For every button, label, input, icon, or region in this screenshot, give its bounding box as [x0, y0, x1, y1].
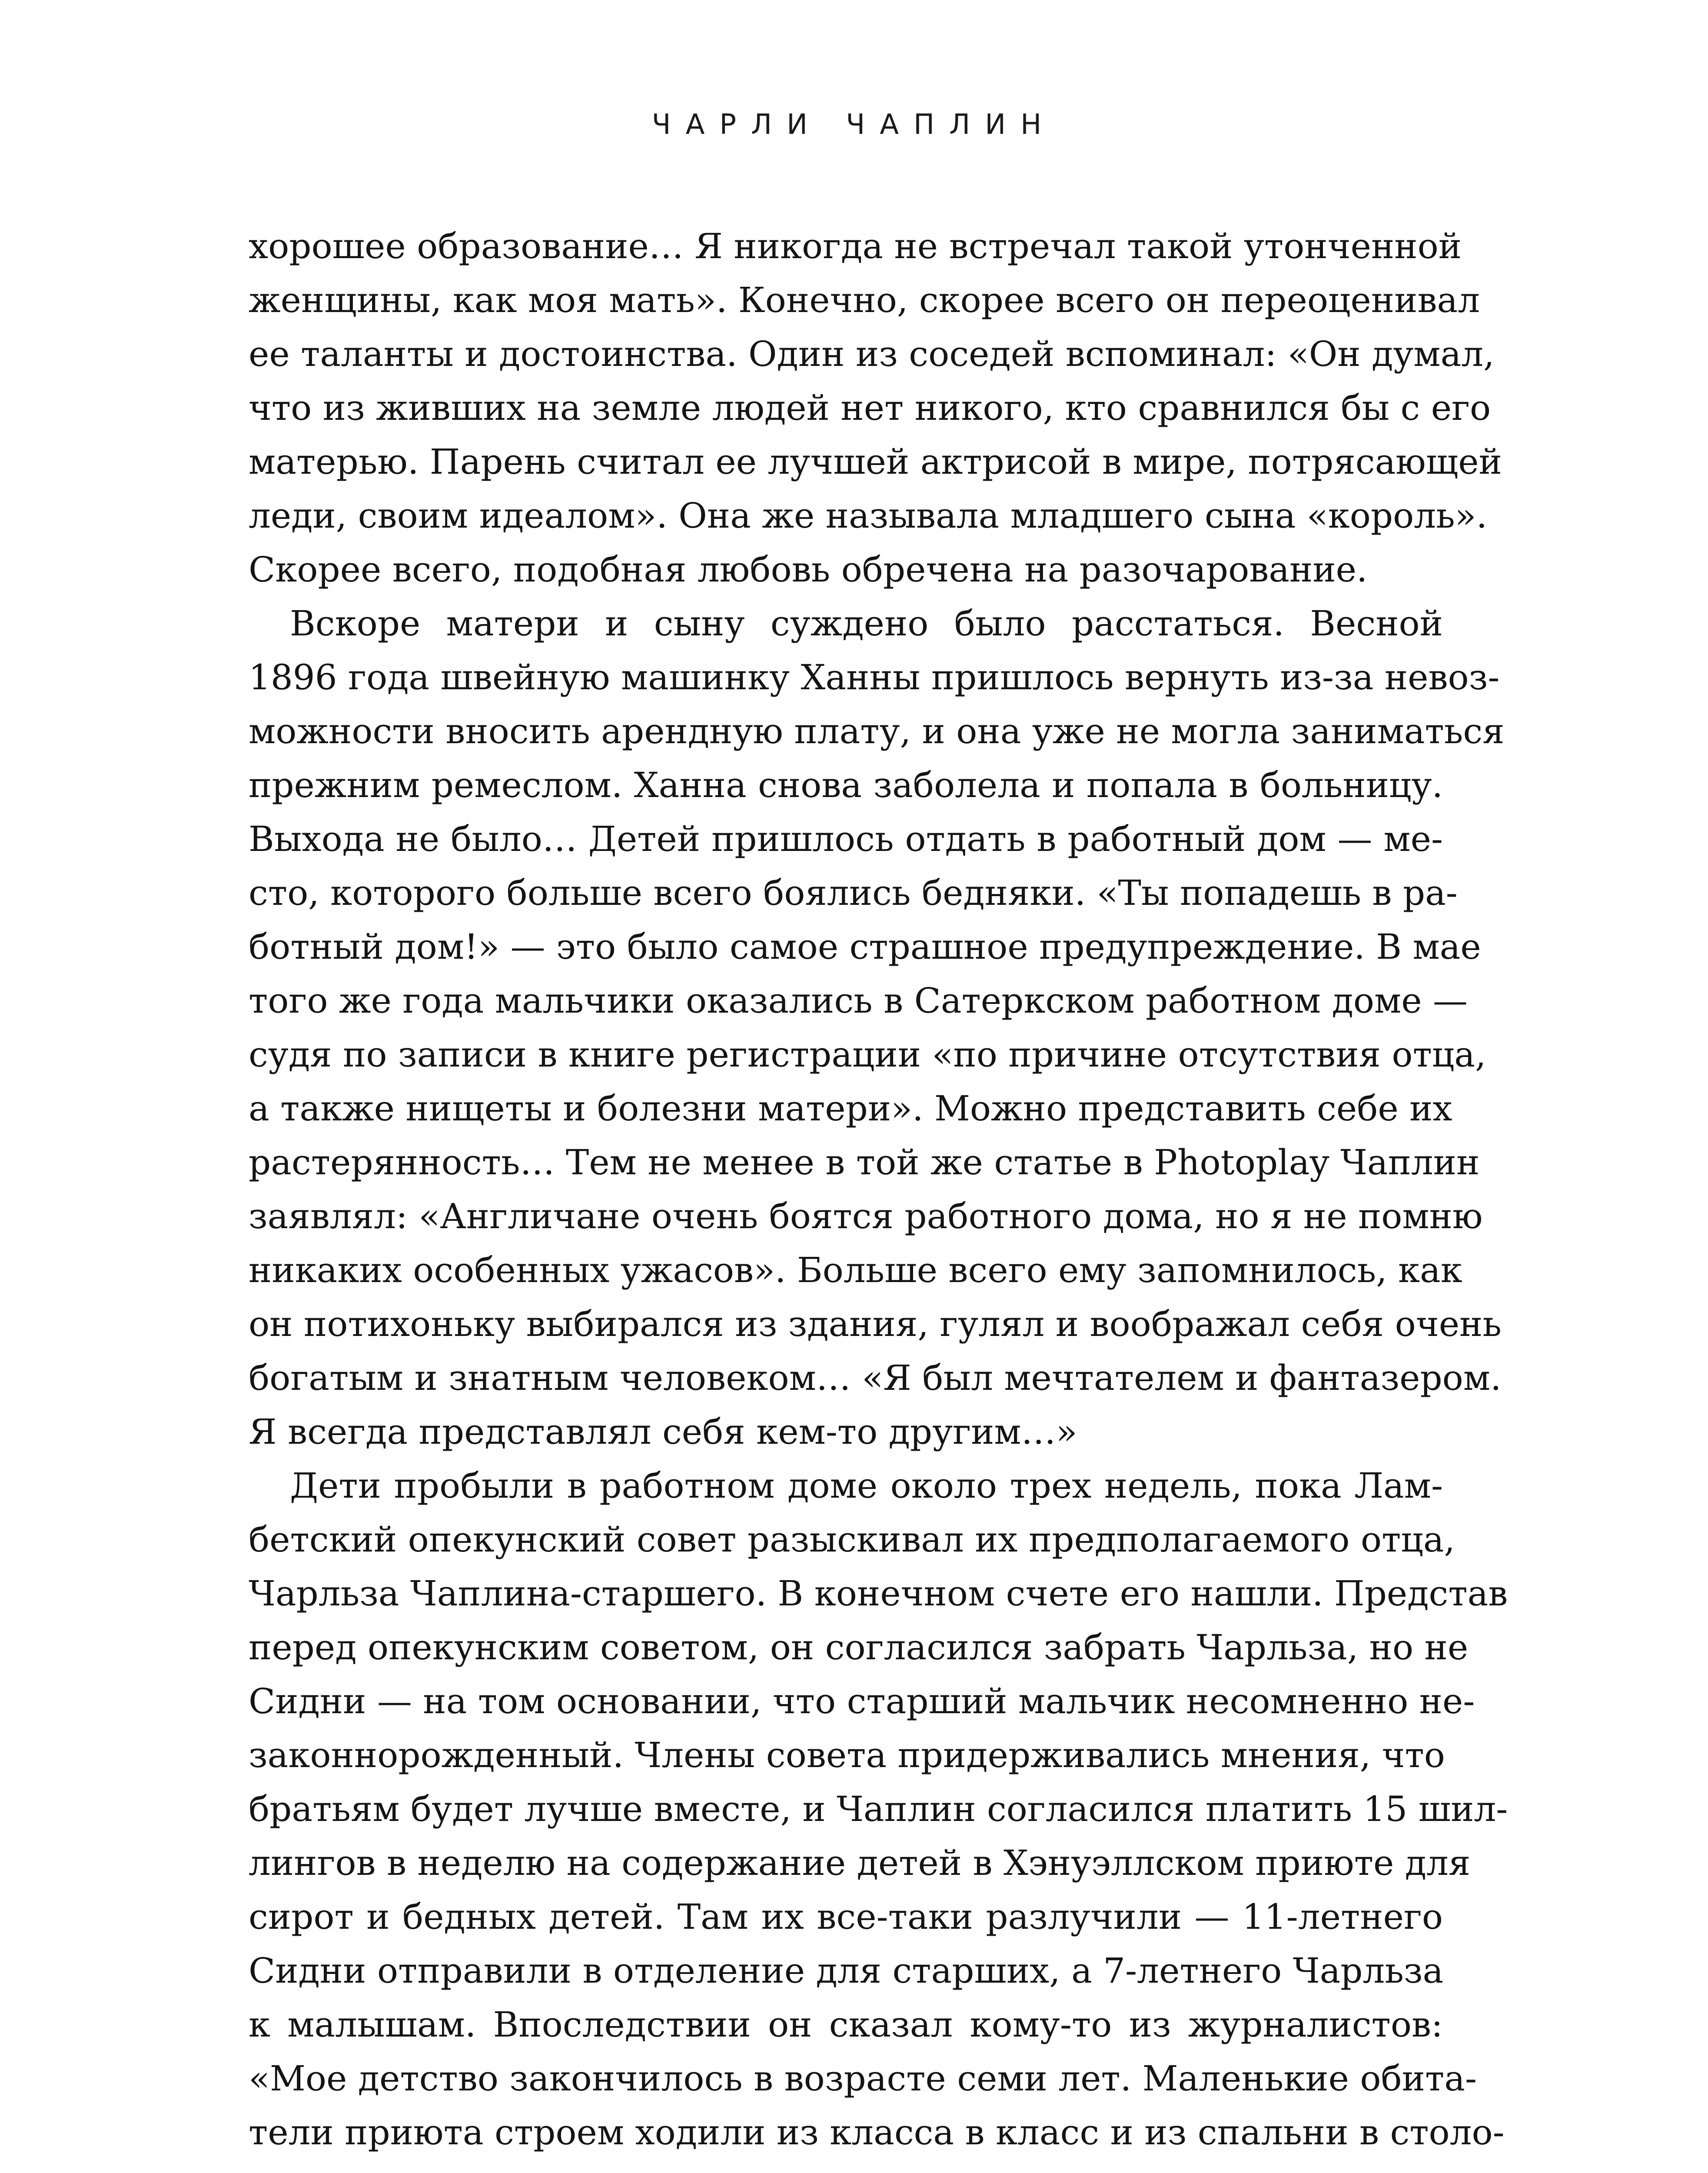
text-line: богатым и знатным человеком… «Я был мечтателем и фантазером. — [249, 1358, 1502, 1398]
text-line: никаких особенных ужасов». Больше всего ему запомнилось, как — [249, 1250, 1462, 1290]
body-text — [249, 219, 1508, 2160]
text-line: «Мое детство закончилось в возрасте семи лет. Маленькие обита- — [249, 2058, 1477, 2099]
text-line: ботный дом!» — это было самое страшное предупреждение. В мае — [249, 927, 1481, 967]
text-line: сто, которого больше всего боялись бедняки. «Ты попадешь в ра- — [249, 873, 1458, 913]
text-line: к малышам. Впоследствии он сказал кому-то из журналистов: — [249, 2004, 1443, 2045]
text-line: матерью. Парень считал ее лучшей актрисой в мире, потрясающей — [249, 442, 1502, 482]
text-line: можности вносить арендную плату, и она уже не могла заниматься — [249, 711, 1505, 751]
text-line: Я всегда представлял себя кем-то другим…» — [249, 1412, 1077, 1452]
text-line: женщины, как моя мать». Конечно, скорее всего он переоценивал — [249, 280, 1480, 320]
running-head: ЧАРЛИ ЧАПЛИН — [651, 109, 1057, 141]
text-line: Дети пробыли в работном доме около трех недель, пока Лам- — [290, 1465, 1443, 1506]
text-line: перед опекунским советом, он согласился забрать Чарльза, но не — [249, 1627, 1469, 1668]
text-line: ее таланты и достоинства. Один из соседей вспоминал: «Он думал, — [249, 334, 1495, 374]
text-line: Скорее всего, подобная любовь обречена на разочарование. — [249, 549, 1368, 590]
text-line: леди, своим идеалом». Она же называла младшего сына «король». — [249, 495, 1487, 536]
text-line: законнорожденный. Члены совета придерживались мнения, что — [249, 1735, 1445, 1775]
text-line: Вскоре матери и сыну суждено было расстаться. Весной — [290, 603, 1443, 644]
text-line: тели приюта строем ходили из класса в класс и из спальни в столо- — [249, 2112, 1505, 2153]
text-line: судя по записи в книге регистрации «по причине отсутствия отца, — [249, 1034, 1486, 1075]
paragraph-3 — [249, 1459, 1508, 2160]
paragraph-1 — [249, 219, 1502, 597]
text-line: Сидни отправили в отделение для старших, а 7-летнего Чарльза — [249, 1950, 1444, 1991]
text-line: Выхода не было… Детей пришлось отдать в работный дом — ме- — [249, 819, 1443, 859]
text-line: братьям будет лучше вместе, и Чаплин согласился платить 15 шил- — [249, 1789, 1508, 1829]
text-line: прежним ремеслом. Ханна снова заболела и попала в больницу. — [249, 765, 1443, 805]
text-line: а также нищеты и болезни матери». Можно представить себе их — [249, 1088, 1452, 1129]
text-line: бетский опекунский совет разыскивал их предполагаемого отца, — [249, 1519, 1455, 1560]
paragraph-2 — [249, 597, 1505, 1459]
text-line: растерянность… Тем не менее в той же статье в Photoplay Чаплин — [249, 1142, 1480, 1183]
text-line: хорошее образование… Я никогда не встречал такой утонченной — [249, 226, 1462, 266]
text-line: Чарльза Чаплина-старшего. В конечном счете его нашли. Представ — [249, 1573, 1508, 1614]
text-line: того же года мальчики оказались в Сатеркском работном доме — — [249, 980, 1468, 1021]
text-line: лингов в неделю на содержание детей в Хэнуэллском приюте для — [249, 1843, 1471, 1883]
text-line: сирот и бедных детей. Там их все-таки разлучили — 11-летнего — [249, 1897, 1443, 1937]
text-line: 1896 года швейную машинку Ханны пришлось вернуть из-за невоз- — [249, 657, 1500, 698]
text-line: что из живших на земле людей нет никого, кто сравнился бы с его — [249, 388, 1491, 428]
text-line: Сидни — на том основании, что старший мальчик несомненно не- — [249, 1681, 1475, 1721]
text-line: он потихоньку выбирался из здания, гулял и воображал себя очень — [249, 1304, 1502, 1344]
text-line: заявлял: «Англичане очень боятся работного дома, но я не помню — [249, 1196, 1483, 1236]
